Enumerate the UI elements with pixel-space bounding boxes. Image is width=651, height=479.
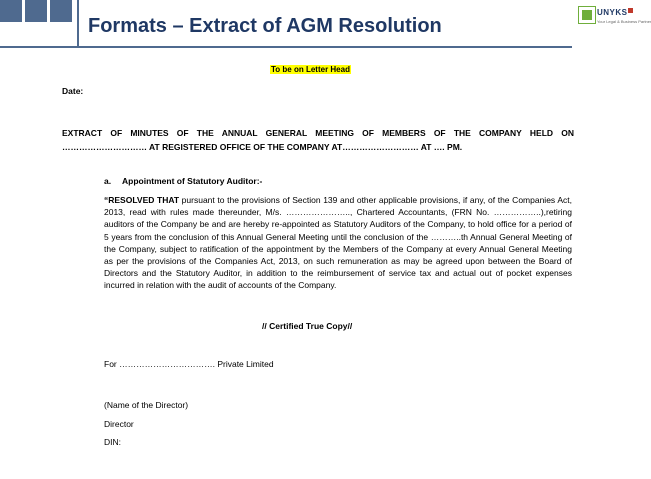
logo-text: UNYKS [597, 8, 628, 17]
header-square-1 [0, 0, 22, 22]
for-company-line: For ……………………………. Private Limited [104, 359, 274, 369]
header-square-3 [50, 0, 72, 22]
extract-heading: EXTRACT OF MINUTES OF THE ANNUAL GENERAL MEETING OF MEMBERS OF THE COMPANY HELD ON ………………………… AT REGISTERED OFFICE OF THE COMPANY AT……………………… AT …. PM. [62, 128, 574, 152]
header-square-2 [25, 0, 47, 22]
slide-title: Formats – Extract of AGM Resolution [88, 15, 442, 37]
resolution-lead: “RESOLVED THAT [104, 195, 180, 205]
logo-accent [628, 8, 633, 13]
director-title: Director [104, 419, 134, 429]
certified-true-copy: // Certified True Copy// [262, 321, 353, 331]
resolution-body: pursuant to the provisions of Section 139 and other applicable provisions, if any, of the Companies Act, 2013, read with rules made thereunder, M/s. ………………….., Chartered Accountants, (FRN No. ……………..),retiring auditors of the Company be and are hereby re-appointed as Statutory Auditors of the Company, to hold office for a period of 5 years from the conclusion of this Annual General Meeting until the conclusion of the ………..th Annual General Meeting of the Company, subject to ratification of the appointment by the Members of the Company at every Annual General Meeting as per the provisions of the Companies Act, 2013, on such remuneration as may be agreed upon between the Board of Directors and the Statutory Auditor, in addition to the reimbursement of service tax and actual out of pocket expenses incurred in relation with the audit of accounts of the Company. [104, 195, 572, 291]
item-label: a. [104, 176, 112, 186]
din-label: DIN: [104, 437, 121, 447]
logo-mark-icon [578, 6, 596, 24]
resolution-paragraph [104, 194, 572, 292]
director-name: (Name of the Director) [104, 400, 189, 410]
date-label: Date: [62, 86, 84, 96]
header-horizontal-divider [0, 46, 572, 48]
letter-head-note: To be on Letter Head [271, 65, 350, 74]
unyks-logo [578, 2, 651, 42]
header-vertical-divider [77, 0, 79, 46]
logo-tagline: Your Legal & Business Partner [597, 19, 651, 24]
item-title: Appointment of Statutory Auditor:- [122, 176, 263, 186]
